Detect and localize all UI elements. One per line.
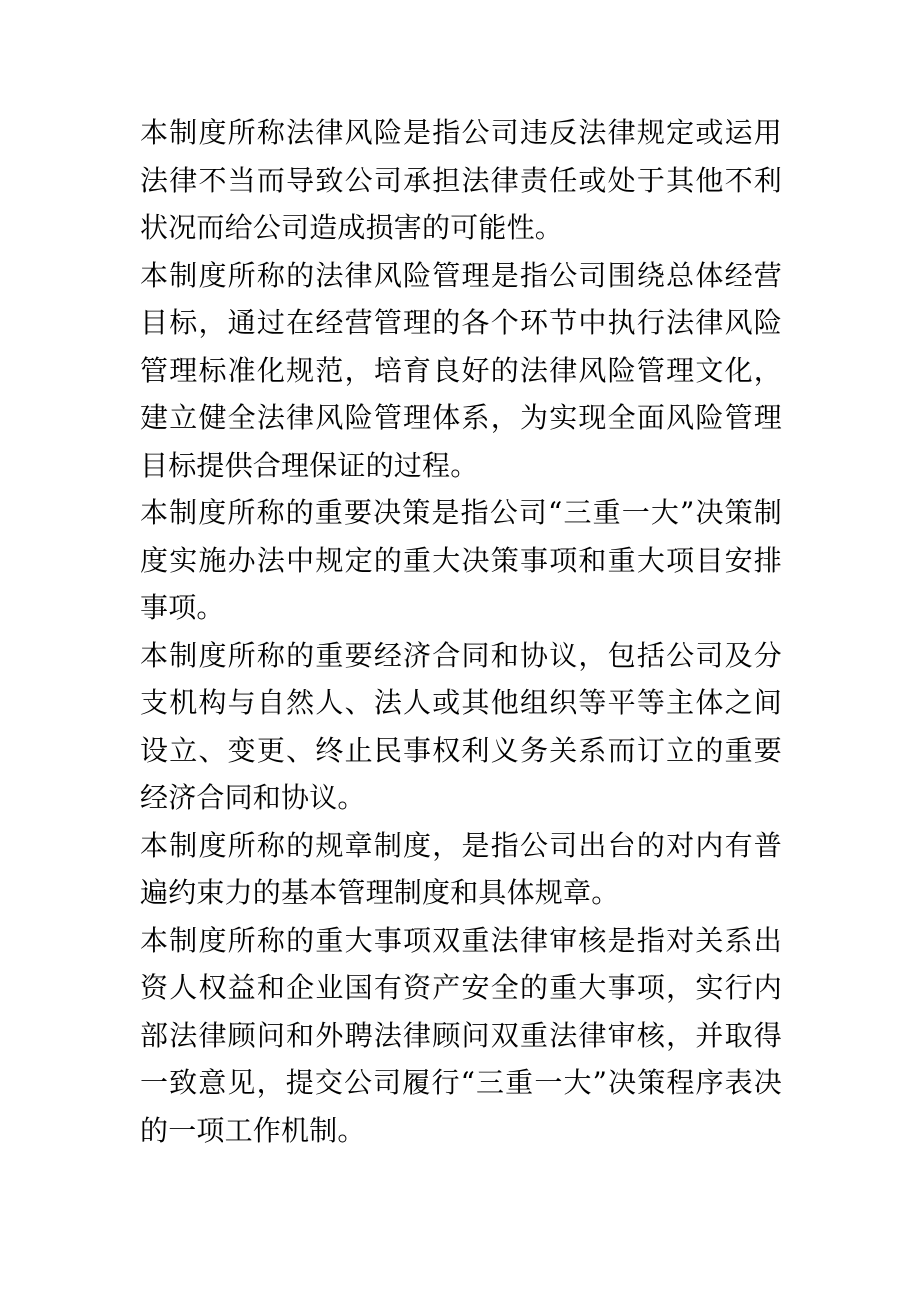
paragraph-important-decision-definition: 本制度所称的重要决策是指公司“三重一大”决策制度实施办法中规定的重大决策事项和重大项目安排事项。	[140, 496, 782, 624]
paragraph-legal-risk-definition: 本制度所称法律风险是指公司违反法律规定或运用法律不当而导致公司承担法律责任或处于其他不利状况而给公司造成损害的可能性。	[140, 116, 782, 244]
paragraph-economic-contract-definition: 本制度所称的重要经济合同和协议，包括公司及分支机构与自然人、法人或其他组织等平等主体之间设立、变更、终止民事权利义务关系而订立的重要经济合同和协议。	[140, 638, 782, 814]
paragraph-legal-risk-management-definition: 本制度所称的法律风险管理是指公司围绕总体经营目标，通过在经营管理的各个环节中执行法律风险管理标准化规范，培育良好的法律风险管理文化，建立健全法律风险管理体系，为实现全面风险管理目标提供合理保证的过程。	[140, 258, 782, 482]
document-body	[140, 109, 782, 1154]
paragraph-dual-legal-review-definition: 本制度所称的重大事项双重法律审核是指对关系出资人权益和企业国有资产安全的重大事项，实行内部法律顾问和外聘法律顾问双重法律审核，并取得一致意见，提交公司履行“三重一大”决策程序表决的一项工作机制。	[140, 923, 782, 1147]
paragraph-rules-regulations-definition: 本制度所称的规章制度，是指公司出台的对内有普遍约束力的基本管理制度和具体规章。	[140, 828, 782, 909]
